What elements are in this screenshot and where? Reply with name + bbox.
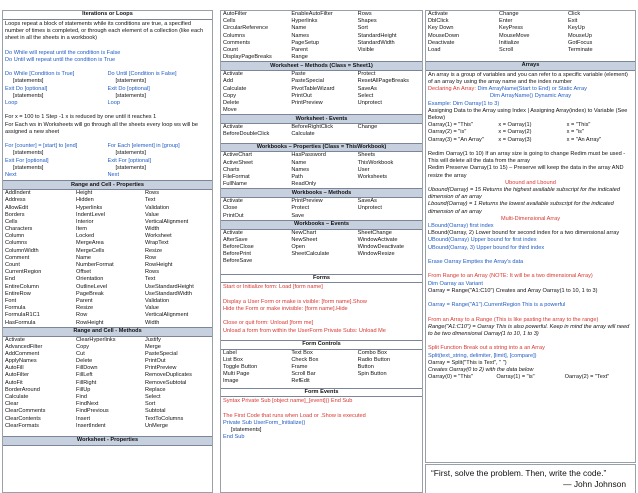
keyword-cell: Borders xyxy=(5,211,25,218)
form-events-title: Form Events xyxy=(221,388,422,398)
worksheet-methods-grid xyxy=(221,71,422,114)
worksheet-events-title: Worksheet - Events xyxy=(221,114,422,124)
keyword-cell: Image xyxy=(223,378,239,385)
keyword-cell: Spin Button xyxy=(357,371,387,378)
keyword-cell: SheetChange xyxy=(357,229,392,236)
do-until-note: Do Until will repeat until the condition is True xyxy=(5,56,116,63)
keyword-cell: Height xyxy=(76,190,93,197)
forms-unload: Close or quit form: Unload [form me] xyxy=(223,320,314,327)
keyword-cell: Terminate xyxy=(568,46,593,53)
keyword-cell: EntireColumn xyxy=(5,283,39,290)
keyword-cell: MouseUp xyxy=(568,32,592,39)
arrays-example: Example: Dim Oarray(1 to 3) xyxy=(428,100,500,107)
form-events-statements: [statements] xyxy=(231,427,262,434)
keyword-cell: WindowActivate xyxy=(357,236,398,243)
keyword-cell: UseStandardWidth xyxy=(145,290,192,297)
keyword-cell: CircularReference xyxy=(223,25,269,32)
keyword-cell: Cells xyxy=(5,218,18,225)
keyword-cell: Copy xyxy=(76,343,90,350)
keyword-cell: Radio Button xyxy=(357,356,390,363)
lbound-desc: Lbound(Oarray) = 1 Returns the lowest available subscript for the indicated dimension of an array xyxy=(428,201,614,215)
keyword-cell: FileFormat xyxy=(223,173,250,180)
keyword-cell: DisplayPageBreaks xyxy=(223,54,272,61)
forms-hide: Hide the Form or make invisible: [form name].Hide xyxy=(223,306,348,312)
from-range-title: From Range to an Array (NOTE: It will be a two dimensional Array) xyxy=(428,273,593,280)
keyword-cell: Protect xyxy=(357,71,376,78)
keyword-cell: PrintPreview xyxy=(145,365,177,372)
keyword-cell: Click xyxy=(568,11,581,17)
keyword-cell: Comments xyxy=(223,39,251,46)
keyword-cell: Value xyxy=(145,211,159,218)
keyword-cell: Protect xyxy=(291,205,310,212)
keyword-cell: WindowDeactivate xyxy=(357,243,404,250)
events-grid xyxy=(426,11,635,54)
keyword-cell: AdvancedFilter xyxy=(5,343,43,350)
keyword-cell: RemoveSubtotal xyxy=(145,379,187,386)
keyword-cell: IndentLevel xyxy=(76,211,105,218)
keyword-cell: Row xyxy=(76,312,88,319)
keyword-cell: Resize xyxy=(145,247,163,254)
keyword-cell: Sort xyxy=(357,25,368,32)
keyword-cell: Scroll Bar xyxy=(291,371,316,378)
keyword-cell: Close xyxy=(223,205,238,212)
keyword-cell: RowHeight xyxy=(145,262,173,268)
split-example: Oarray = Split("This is Text", " ") xyxy=(428,359,507,366)
keyword-cell: RefEdit xyxy=(291,378,310,385)
keyword-cell: ResetAllPageBreaks xyxy=(357,78,409,85)
keyword-cell xyxy=(356,131,422,138)
keyword-cell: Activate xyxy=(223,198,243,205)
keyword-cell: Name xyxy=(291,25,307,32)
keyword-cell: RemoveDuplicates xyxy=(145,372,192,379)
keyword-cell: Range xyxy=(291,54,308,61)
split-syntax: Split(text_string, delimiter, [limit], [compare]) xyxy=(428,352,537,359)
keyword-cell: Toggle Button xyxy=(223,364,258,371)
keyword-cell: Value xyxy=(145,305,159,312)
keyword-cell: HasPassword xyxy=(291,152,326,159)
keyword-cell: Cut xyxy=(76,350,85,357)
keyword-cell: Shapes xyxy=(357,18,377,25)
column-middle xyxy=(220,10,423,493)
keyword-cell: Validation xyxy=(145,297,170,304)
workbooks-properties-grid xyxy=(221,152,422,188)
keyword-cell: WrapText xyxy=(145,240,169,247)
keyword-cell: ClearHyperlinks xyxy=(76,336,116,343)
keyword-cell: AutoFilter xyxy=(5,372,29,379)
from-range-dim: Dim Oarray as Variant xyxy=(428,280,483,287)
keyword-cell: ClearFormats xyxy=(5,422,39,429)
keyword-cell: Merge xyxy=(145,343,161,350)
keyword-cell: Text Box xyxy=(291,349,313,356)
keyword-cell: FillRight xyxy=(76,379,97,386)
keyword-cell: Insert xyxy=(76,415,91,422)
keyword-cell: Rows xyxy=(357,11,372,17)
keyword-cell: MergeArea xyxy=(76,240,104,247)
keyword-cell: Frame xyxy=(291,364,308,371)
keyword-cell: Hyperlinks xyxy=(291,18,318,25)
ubound-lbound-title: Ubound and Lbound xyxy=(505,179,556,186)
workbooks-events-grid xyxy=(221,230,422,266)
keyword-cell: Exit xyxy=(568,18,578,25)
keyword-cell: PrintOut xyxy=(291,92,312,99)
forms-section xyxy=(221,283,422,335)
workbooks-methods-grid xyxy=(221,198,422,220)
for-blocks xyxy=(5,143,210,179)
keyword-cell: Find xyxy=(76,394,87,401)
range-cell-methods-grid xyxy=(3,337,212,430)
keyword-cell: AddComment xyxy=(5,350,40,357)
keyword-cell: User xyxy=(357,166,370,173)
for-block: For [counter] = [start] to [end] [statements] Exit For [optional] [statements] Next xyxy=(5,143,78,179)
keyword-cell: Key Down xyxy=(428,25,454,32)
for-each-note: For Each ws in Worksheets will go through all the sheets every loop ws will be assigned a new sheet xyxy=(5,121,198,135)
current-region: Oarray = Range("A1").CurrentRegion This is a powerful xyxy=(428,302,566,309)
keyword-cell: Validation xyxy=(145,204,170,211)
keyword-cell: Names xyxy=(291,32,310,39)
workbooks-events-title: Workbooks – Events xyxy=(221,220,422,230)
keyword-cell: CurrentRegion xyxy=(5,269,42,276)
keyword-cell: ApplyNames xyxy=(5,358,37,365)
keyword-cell: FindNext xyxy=(76,401,99,408)
keyword-cell: Enter xyxy=(499,18,513,25)
keyword-cell: Parent xyxy=(76,297,93,304)
keyword-cell: Activate xyxy=(223,124,243,131)
keyword-cell: BeforePrint xyxy=(223,251,251,258)
keyword-cell: Resize xyxy=(76,305,94,312)
keyword-cell: Formula xyxy=(5,305,26,312)
keyword-cell: Move xyxy=(223,107,237,114)
keyword-cell: Deactivate xyxy=(428,39,455,46)
for-note: For x = 100 to 1 Step -1 x is reduced by one until it reaches 1 xyxy=(5,114,157,121)
forms-title: Forms xyxy=(221,274,422,284)
keyword-cell: Rows xyxy=(145,190,160,197)
keyword-cell: Subtotal xyxy=(145,408,166,415)
keyword-cell: Characters xyxy=(5,226,33,233)
keyword-cell: Name xyxy=(76,254,91,261)
keyword-cell: AllowEdit xyxy=(5,204,29,211)
keyword-cell: Change xyxy=(499,11,519,17)
keyword-cell: List Box xyxy=(223,356,243,363)
keyword-cell: Justify xyxy=(145,336,161,343)
column-right xyxy=(425,10,636,463)
workbooks-properties-title: Workbooks – Properties (Class = ThisWorkbook) xyxy=(221,143,422,153)
keyword-cell: Offset xyxy=(76,269,91,276)
keyword-cell: UseStandardHeight xyxy=(145,283,194,290)
keyword-cell: ActiveSheet xyxy=(223,159,253,166)
arrays-intro: An array is a group of variables and you can refer to a specific variable (element) of an array by using the array name and the index number xyxy=(428,71,628,85)
keyword-cell: FillUp xyxy=(76,386,91,393)
keyword-cell: Open xyxy=(291,243,306,250)
keyword-cell: AddIndent xyxy=(5,190,31,197)
keyword-cell: Activate xyxy=(428,11,448,17)
keyword-cell: Comment xyxy=(5,254,30,261)
keyword-cell: PivotTableWizard xyxy=(291,85,335,92)
keyword-cell: Calculate xyxy=(5,394,29,401)
keyword-cell: BeforeRightClick xyxy=(291,124,333,131)
keyword-cell: EntireRow xyxy=(5,290,31,297)
keyword-cell: Label xyxy=(223,349,237,356)
keyword-cell: PageBreak xyxy=(76,290,104,297)
forms-show: Display a User Form or make is visible: [form name].Show xyxy=(223,298,367,305)
keyword-cell: Count xyxy=(5,262,20,268)
form-events-syntax: Syntax Private Sub [object name]_[event]() End Sub xyxy=(223,398,353,405)
keyword-cell: ThisWorkbook xyxy=(357,159,394,166)
do-while-note: Do While will repeat until the condition is False xyxy=(5,49,121,56)
forms-load: Start or Initialize form: Load [form name] xyxy=(223,284,323,291)
workbooks-methods-title: Workbooks – Methods xyxy=(221,188,422,198)
keyword-cell: SaveAs xyxy=(357,85,377,92)
keyword-cell: Item xyxy=(76,226,87,233)
keyword-cell: SaveAs xyxy=(357,198,377,205)
keyword-cell: Scroll xyxy=(499,46,514,53)
multi-lbound-second: LBound(Oarray, 2) Lower bound for second index for a two dimensional array xyxy=(428,230,620,237)
keyword-cell: Parent xyxy=(291,46,308,53)
split-creates: Creates Oarray(0 to 2) with the data below xyxy=(428,366,534,373)
keyword-cell: NewSheet xyxy=(291,236,318,243)
keyword-cell: Row xyxy=(145,254,157,261)
quote-author: — John Johnson xyxy=(563,479,626,489)
range-cell-methods-title: Range and Cell - Methods xyxy=(3,327,212,337)
to-range-desc: Range("A1:C10") = Oarray This is also powerful. Keep in mind the array will need to be two dimensional Oarray(1 to 10, 1 to 3) xyxy=(428,323,630,337)
range-cell-properties-title: Range and Cell - Properties xyxy=(3,180,212,190)
keyword-cell: FormulaR1C1 xyxy=(5,312,40,319)
keyword-cell: SheetCalculate xyxy=(291,251,330,258)
keyword-cell: End xyxy=(5,276,15,283)
do-until-block: Do Until [Condition is False] [statements] Exit Do [optional] [statements] Loop xyxy=(107,71,177,107)
keyword-cell: Unprotect xyxy=(357,205,382,212)
keyword-cell: VerticalAlignment xyxy=(145,218,189,225)
keyword-cell: FillLeft xyxy=(76,372,93,379)
worksheet-events-grid xyxy=(221,124,422,138)
keyword-cell: NewChart xyxy=(291,229,317,236)
keyword-cell: RowHeight xyxy=(76,319,104,326)
worksheet-properties-title: Worksheet - Properties xyxy=(3,436,212,446)
keyword-cell: Add xyxy=(223,78,233,85)
keyword-cell: Multi Page xyxy=(223,371,250,378)
iterations-description: Loops repeat a block of statements while its conditions are true, a specified number of times is completed, or through each element of a collection (like each sheet in all the sheets in a workbook) xyxy=(5,20,204,42)
keyword-cell: Width xyxy=(145,319,160,326)
arrays-declare-dynamic: Dim ArrayName() Dynamic Array xyxy=(489,93,572,100)
quote-box xyxy=(425,464,636,493)
keyword-cell: Columns xyxy=(223,32,246,39)
keyword-cell: MergeCells xyxy=(76,247,105,254)
keyword-cell xyxy=(356,258,422,265)
keyword-cell: Delete xyxy=(76,358,93,365)
do-blocks xyxy=(5,71,210,107)
keyword-cell: AutoFit xyxy=(5,379,23,386)
arrays-redim-preserve: Redim Preserve Oarray(1 to 15) – Preserve will keep the data in the array AND resize the array xyxy=(428,165,624,179)
forms-unload-me: Unload a form from within the UserForm Private Subs: Unload Me xyxy=(223,327,386,334)
keyword-cell: Change xyxy=(357,124,378,131)
keyword-cell: WindowResize xyxy=(357,251,395,258)
for-each-block: For Each [element] in [group] [statements] Exit For [optional] [statements] Next xyxy=(107,143,180,179)
do-while-block: Do While [Condition is True] [statements] Exit Do [optional] [statements] Loop xyxy=(5,71,75,107)
keyword-cell: Name xyxy=(291,159,307,166)
keyword-cell: Calculate xyxy=(223,85,247,92)
keyword-cell: Activate xyxy=(5,336,25,343)
keyword-cell xyxy=(356,213,422,220)
keyword-cell: EnableAutoFilter xyxy=(291,11,333,17)
keyword-cell: StandardHeight xyxy=(357,32,397,39)
keyword-cell: Activate xyxy=(223,71,243,78)
form-events-first-code: The First Code that runs when Load or .Show is executed xyxy=(223,412,366,419)
keyword-cell: HasFormula xyxy=(5,319,36,326)
keyword-cell: MouseMove xyxy=(499,32,530,39)
keyword-cell: ClearContents xyxy=(5,415,41,422)
column-left xyxy=(2,10,213,493)
keyword-cell: Initialize xyxy=(499,39,520,46)
keyword-cell: PrintOut xyxy=(223,212,244,219)
arrays-assign-table: Oarray(1) = "This" x = Oarray(1) x = "This" Oarray(2) = "is" x = Oarray(2) x = "is" Oarray(3) = "An Array" x = Oarray(3) x = "An Array" xyxy=(428,122,602,143)
keyword-cell: Replace xyxy=(145,386,166,393)
keyword-cell: Width xyxy=(145,226,160,233)
keyword-cell: Hidden xyxy=(76,197,94,204)
keyword-cell: Check Box xyxy=(291,356,319,363)
keyword-cell: FillDown xyxy=(76,365,98,372)
keyword-cell: MouseDown xyxy=(428,32,460,39)
keyword-cell: Font xyxy=(5,297,17,304)
keyword-cell: BorderAround xyxy=(5,386,40,393)
keyword-cell: Delete xyxy=(223,99,240,106)
keyword-cell: InsertIndent xyxy=(76,422,106,429)
iterations-section xyxy=(3,20,212,180)
quote-text: “First, solve the problem. Then, write the code.” xyxy=(431,468,607,478)
keyword-cell: TextToColumns xyxy=(145,415,184,422)
keyword-cell: Copy xyxy=(223,92,237,99)
keyword-cell xyxy=(356,107,422,114)
split-results: Oarray(0) = "This" Oarray(1) = "is" Oarray(2) = "Text" xyxy=(428,374,610,381)
keyword-cell: Orientation xyxy=(76,276,104,283)
form-controls-grid xyxy=(221,350,422,386)
keyword-cell: PrintPreview xyxy=(291,198,323,205)
split-title: Split Function Break out a string into a an Array xyxy=(428,345,545,352)
keyword-cell: Columns xyxy=(5,240,28,247)
keyword-cell: Address xyxy=(5,197,26,204)
keyword-cell: ReadOnly xyxy=(291,181,317,188)
keyword-cell: BeforeSave xyxy=(223,258,253,265)
arrays-declare: Declaring An Array: Dim ArrayName(Start to End) or Static Array xyxy=(428,86,587,93)
keyword-cell: Paste xyxy=(291,71,306,78)
to-range-title: From an Array to a Range (This is like pasting the array to the range) xyxy=(428,316,599,323)
keyword-cell: KeyPress xyxy=(499,25,523,32)
arrays-section xyxy=(426,71,635,383)
worksheet-properties-grid xyxy=(221,11,422,61)
keyword-cell: Sheets xyxy=(357,152,376,159)
keyword-cell: Unprotect xyxy=(357,99,382,106)
keyword-cell: Load xyxy=(428,46,441,53)
keyword-cell: PageSetup xyxy=(291,39,320,46)
keyword-cell xyxy=(289,258,355,265)
arrays-assign: Assigning Data to the Array using Index | Assigning Array(index) to Variable (See Below) xyxy=(428,107,628,121)
keyword-cell: Rows xyxy=(145,269,160,276)
multi-ubound-first: UBound(Oarray) Upper bound for first index xyxy=(428,237,537,244)
keyword-cell: NumberFormat xyxy=(76,262,114,268)
keyword-cell: Names xyxy=(291,166,310,173)
keyword-cell: PasteSpecial xyxy=(291,78,324,85)
keyword-cell: PrintOut xyxy=(145,358,166,365)
keyword-cell: DblClick xyxy=(428,18,449,25)
multi-lbound-first: LBound(Oarray) first index xyxy=(428,222,494,229)
keyword-cell xyxy=(356,181,422,188)
keyword-cell: BeforeDoubleClick xyxy=(223,131,270,138)
keyword-cell: AutoFill xyxy=(5,365,24,372)
form-events-section xyxy=(221,397,422,442)
keyword-cell: Save xyxy=(291,212,305,219)
from-range-assign: Oarray = Range("A1:C10") Creates and Array Oarray(1 to 10, 1 to 3) xyxy=(428,287,598,294)
keyword-cell: ActiveChart xyxy=(223,152,252,159)
keyword-cell: Select xyxy=(145,394,161,401)
form-events-end-sub: End Sub xyxy=(223,434,245,441)
worksheet-methods-title: Worksheet – Methods (Class = Sheet1) xyxy=(221,61,422,71)
multi-ubound-third: UBound(Oarray, 3) Upper bound for third index xyxy=(428,244,545,251)
keyword-cell: Calculate xyxy=(291,131,315,138)
keyword-cell: Path xyxy=(291,173,303,180)
keyword-cell: Worksheets xyxy=(357,173,388,180)
keyword-cell: Activate xyxy=(223,229,243,236)
keyword-cell: PasteSpecial xyxy=(145,350,178,357)
keyword-cell: Text xyxy=(145,197,156,204)
keyword-cell: Column xyxy=(5,233,25,240)
keyword-cell: ClearComments xyxy=(5,408,46,415)
keyword-cell: Charts xyxy=(223,166,240,173)
keyword-cell xyxy=(356,54,422,61)
keyword-cell: Count xyxy=(223,46,238,53)
ubound-desc: Ubound(Oarray) = 15 Returns the highest available subscript for the indicated dimension of an array xyxy=(428,186,621,201)
form-events-initialize: Private Sub UserForm_Initialize() xyxy=(223,420,306,427)
form-controls-title: Form Controls xyxy=(221,340,422,350)
multi-dim-title: Multi-Dimensional Array xyxy=(500,215,561,222)
keyword-cell: AfterSave xyxy=(223,236,248,243)
range-cell-properties-grid xyxy=(3,190,212,327)
keyword-cell: VerticalAlignment xyxy=(145,312,189,319)
keyword-cell: Text xyxy=(145,276,156,283)
keyword-cell: ColumnWidth xyxy=(5,247,39,254)
keyword-cell: UnMerge xyxy=(145,422,169,429)
keyword-cell: Cells xyxy=(223,18,236,25)
keyword-cell: Sort xyxy=(145,401,156,408)
keyword-cell: OutlineLevel xyxy=(76,283,108,290)
iterations-title: Iterations or Loops xyxy=(3,11,212,20)
arrays-erase: Erase Oarray Empties the Array's data xyxy=(428,258,524,265)
arrays-redim: Redim Oarray(1 to 10) If an array size is going to change Redim must be used - This will delete all the data from the array xyxy=(428,150,626,165)
keyword-cell: Select xyxy=(357,92,374,99)
keyword-cell: KeyUp xyxy=(568,25,585,32)
keyword-cell: BeforeClose xyxy=(223,243,254,250)
keyword-cell: Button xyxy=(357,364,374,371)
keyword-cell: Locked xyxy=(76,233,95,240)
arrays-title: Arrays xyxy=(426,61,635,71)
keyword-cell: StandardWidth xyxy=(357,39,395,46)
keyword-cell: FullName xyxy=(223,181,247,188)
keyword-cell: Worksheet xyxy=(145,233,172,240)
keyword-cell: PrintPreview xyxy=(291,99,323,106)
keyword-cell: Hyperlinks xyxy=(76,204,103,211)
keyword-cell: Clear xyxy=(5,401,19,408)
keyword-cell: Visible xyxy=(357,46,375,53)
keyword-cell: FindPrevious xyxy=(76,408,109,415)
keyword-cell: Combo Box xyxy=(357,349,387,356)
keyword-cell: Interior xyxy=(76,218,94,225)
keyword-cell: AutoFilter xyxy=(223,11,247,17)
keyword-cell xyxy=(289,107,355,114)
keyword-cell xyxy=(356,378,422,385)
keyword-cell: GotFocus xyxy=(568,39,593,46)
